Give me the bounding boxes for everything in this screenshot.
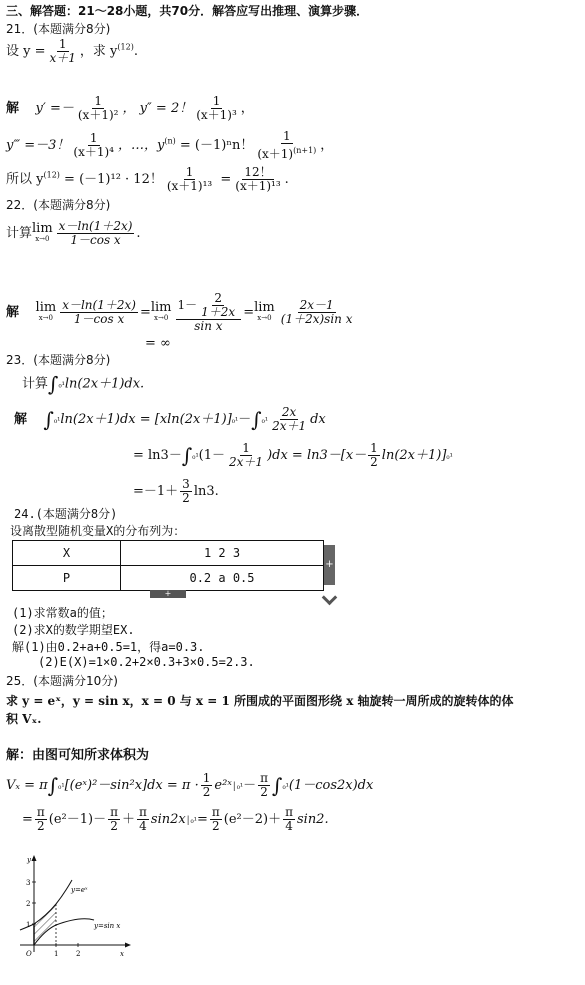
q25-prompt-line2: 积 Vₓ. xyxy=(6,712,42,726)
q22-solution-line1: 解 lim x→0 $\frac{x-\ln(1+2x)}{\text{1－cos x}}$ = lim x→0 1－ $\frac{2}{1+2x}$ sin x = lim x→0 $\frac{2x-1}{\text{(1＋2x)sin x}}$ xyxy=(6,291,353,333)
q24-answer2: (2)E(X)=1×0.2+2×0.3+3×0.5=2.3. xyxy=(38,655,255,669)
resize-handle[interactable] xyxy=(322,590,338,606)
q23-prompt: 计算∫₀¹ln(2x＋1)dx. xyxy=(22,372,145,396)
q21-prompt: 设 y = $\frac{1}{x+1}$ ，求 $y^{(12)}$. xyxy=(6,37,138,65)
q23-solution-line3: =－1＋ $\frac{3}{2}$ ln3. xyxy=(133,477,219,505)
table-cell: X xyxy=(13,541,121,566)
table-row xyxy=(13,566,324,591)
q23-solution-line1: 解 ∫₀¹ln(2x＋1)dx = [xln(2x＋1)]₀¹－∫₀¹ $\frac{2x}{2x+1}$ dx xyxy=(14,405,326,433)
y-axis-label: y xyxy=(27,856,31,864)
q24-question1: (1)求常数a的值； xyxy=(12,606,113,620)
exp-curve-label: y=eˣ xyxy=(71,886,88,894)
table-cell: P xyxy=(13,566,121,591)
section-header: 三、解答题：21～28小题，共70分．解答应写出推理、演算步骤． xyxy=(6,4,369,18)
q22-prompt: 计算 lim x→0 $\frac{x-\ln(1+2x)}{\text{1－cos x}}$ . xyxy=(6,219,141,247)
q24-answer1: 解(1)由0.2+a+0.5=1，得a=0.3. xyxy=(12,640,205,654)
q21-solution-line1: 解 y′ =－ $\frac{1}{\text{(x＋1)²}}$ ， y″ = 2！ $\frac{1}{\text{(x＋1)³}}$ ， xyxy=(6,94,254,122)
add-column-button[interactable]: + xyxy=(324,545,335,585)
table-row xyxy=(13,541,324,566)
q25-solution-line2: = $\frac{\pi}{2}$ (e²－1)－ $\frac{\pi}{2}$ ＋ $\frac{\pi}{4}$ sin2x│₀¹= $\frac{\pi}{2}$ (e²－2)＋ $\frac{\pi}{4}$ sin2. xyxy=(22,805,329,833)
q23-solution-line2: = ln3－∫₀¹(1－ $\frac{1}{2x+1}$ )dx = ln3－[x－ $\frac{1}{2}$ ln(2x＋1)]₀¹ xyxy=(133,441,453,469)
x-axis-arrow xyxy=(125,943,131,948)
sin-curve-label: y=sin x xyxy=(94,922,121,930)
q21-heading: 21．(本题满分8分) xyxy=(6,22,111,36)
table-cell: 1 2 3 xyxy=(121,541,324,566)
q25-solution-intro: 解：由图可知所求体积为 xyxy=(6,748,150,763)
q21-solution-line2: y‴ =－3！ $\frac{1}{\text{(x＋1)⁴}}$ ，…，$y^{(n)} = (-1)^nn$！ $\frac{1}{(x+1)^{(n+1)}}$ ， xyxy=(6,129,334,161)
x-tick-label: 2 xyxy=(76,950,81,958)
q25-prompt-line1: 求 y = eˣ，y = sin x，x = 0 与 x = 1 所围成的平面图形绕 x 轴旋转一周所成的旋转体的体 xyxy=(6,694,514,708)
q23-heading: 23．(本题满分8分) xyxy=(6,353,111,367)
y-tick-label: 2 xyxy=(26,900,31,908)
y-axis-arrow xyxy=(32,855,37,861)
x-axis-label: x xyxy=(120,950,124,958)
q25-heading: 25．(本题满分10分) xyxy=(6,674,118,688)
shaded-region xyxy=(34,904,56,945)
q24-heading: 24.(本题满分8分) xyxy=(14,507,118,521)
add-row-button[interactable]: + xyxy=(150,590,186,598)
origin-label: O xyxy=(26,950,32,958)
x-tick-label: 1 xyxy=(54,950,59,958)
q22-result: = ∞ xyxy=(145,336,171,351)
q24-prompt: 设离散型随机变量X的分布列为： xyxy=(10,524,186,538)
table-cell: 0.2 a 0.5 xyxy=(121,566,324,591)
q21-solution-line3: 所以 $y^{(12)} = (-1)^{12} \cdot 12$！ $\frac{1}{\text{(x＋1)¹³}}$ = $\frac{12!}{\text{(x＋1)¹³}}$ . xyxy=(6,165,289,193)
distribution-table xyxy=(12,540,324,591)
q24-question2: (2)求X的数学期望EX. xyxy=(12,623,135,637)
q25-solution-line1: Vₓ = π∫₀¹[(eˣ)²－sin²x]dx = π · $\frac{1}{2}$ e²ˣ│₀¹－ $\frac{\pi}{2}$ ∫₀¹(1－cos2x)dx xyxy=(6,771,374,799)
y-tick-label: 3 xyxy=(26,879,31,887)
region-graph xyxy=(10,852,140,962)
q22-heading: 22．(本题满分8分) xyxy=(6,198,111,212)
y-tick-label: 1 xyxy=(26,921,31,929)
